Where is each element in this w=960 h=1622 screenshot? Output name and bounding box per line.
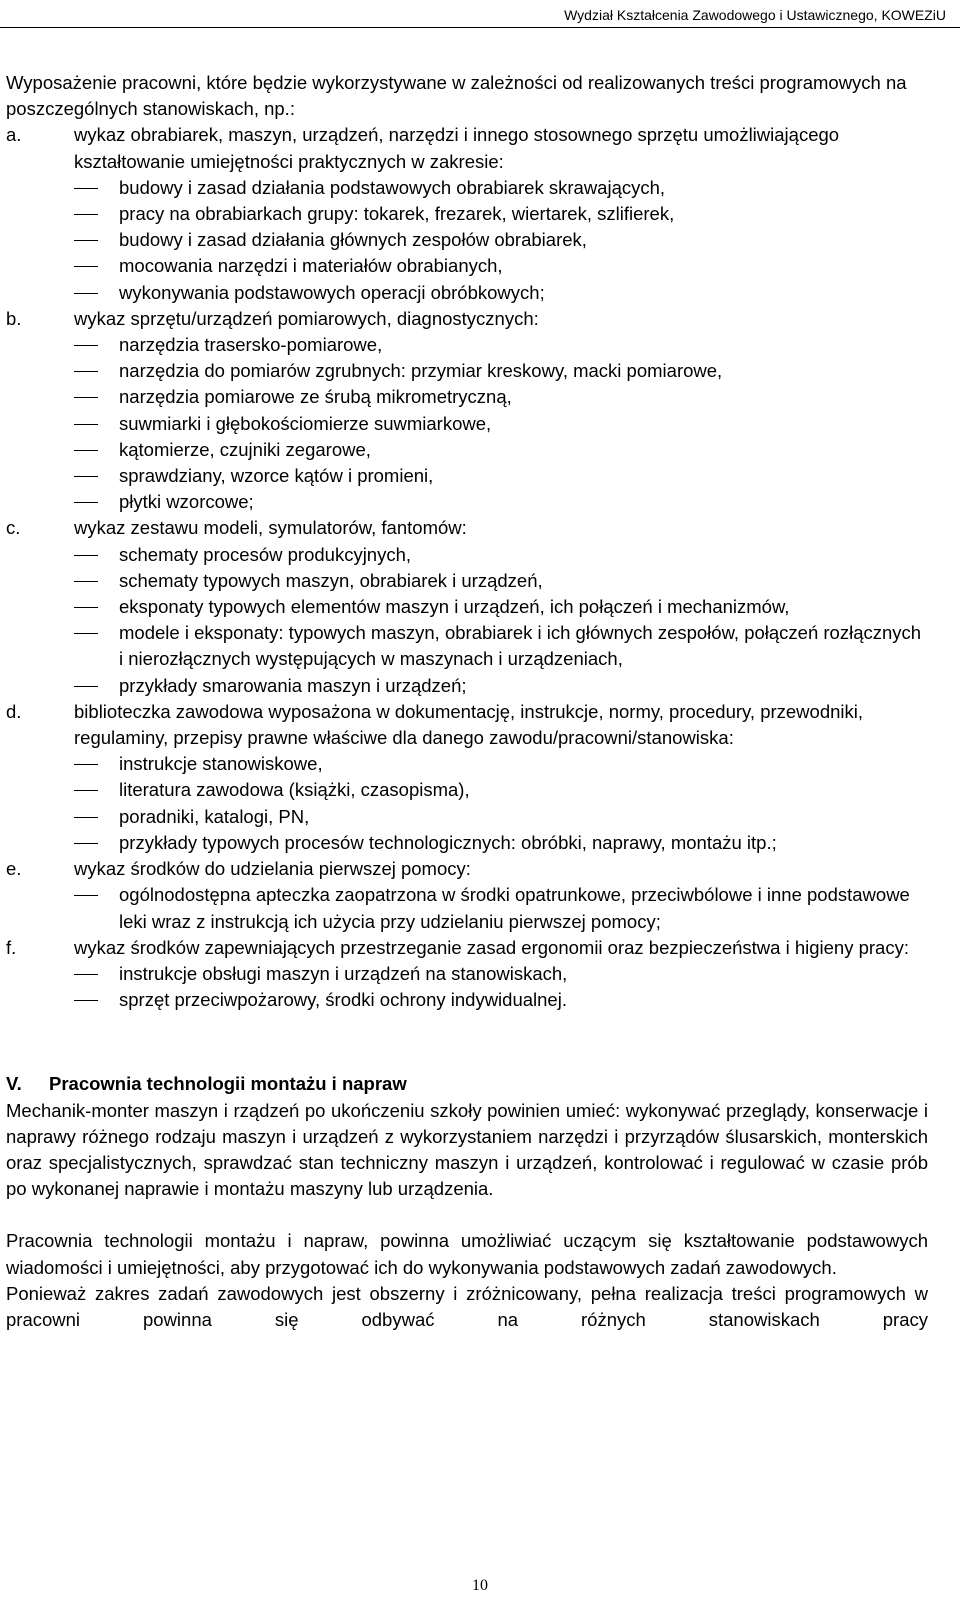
dash-bullet-icon xyxy=(74,411,119,437)
paragraph-gap xyxy=(6,1202,928,1228)
sub-item xyxy=(74,280,928,306)
dash-bullet-icon xyxy=(74,437,119,463)
list-item xyxy=(6,515,928,698)
page-number: 10 xyxy=(472,1577,488,1594)
sub-item xyxy=(74,332,928,358)
sub-item-text: narzędzia do pomiarów zgrubnych: przymiar kreskowy, macki pomiarowe, xyxy=(119,360,723,382)
sub-item xyxy=(74,830,928,856)
running-header: Wydział Kształcenia Zawodowego i Ustawicznego, KOWEZiU xyxy=(564,7,946,23)
sub-item xyxy=(74,777,928,803)
dash-bullet-icon xyxy=(74,987,119,1013)
list-item-body xyxy=(74,699,928,856)
sub-item xyxy=(74,411,928,437)
sub-item-text: wykonywania podstawowych operacji obróbkowych; xyxy=(119,281,545,303)
sub-item-text: sprzęt przeciwpożarowy, środki ochrony indywidualnej. xyxy=(119,989,567,1011)
sub-item xyxy=(74,987,928,1013)
sub-item xyxy=(74,201,928,227)
dash-bullet-icon xyxy=(74,568,119,594)
sub-item-text: ogólnodostępna apteczka zaopatrzona w środki opatrunkowe, przeciwbólowe i inne podstawowe leki wraz z instrukcją ich użycia przy udzielaniu pierwszej pomocy; xyxy=(119,884,910,932)
sub-item-text: instrukcje stanowiskowe, xyxy=(119,753,323,775)
dash-bullet-icon xyxy=(74,830,119,856)
list-item-body xyxy=(74,515,928,698)
equipment-list xyxy=(6,122,928,1013)
sub-item-text: literatura zawodowa (książki, czasopisma), xyxy=(119,779,470,801)
list-item xyxy=(6,699,928,856)
dash-bullet-icon xyxy=(74,620,119,672)
section-number: V. xyxy=(6,1073,22,1095)
dash-bullet-icon xyxy=(74,777,119,803)
sub-item-text: schematy typowych maszyn, obrabiarek i urządzeń, xyxy=(119,569,543,591)
list-item-marker: c. xyxy=(6,517,21,539)
sub-item-text: sprawdziany, wzorce kątów i promieni, xyxy=(119,465,434,487)
sub-item-text: budowy i zasad działania podstawowych obrabiarek skrawających, xyxy=(119,176,666,198)
list-item-body xyxy=(74,122,928,305)
dash-bullet-icon xyxy=(74,673,119,699)
dash-bullet-icon xyxy=(74,804,119,830)
sub-item-text: narzędzia pomiarowe ze śrubą mikrometryczną, xyxy=(119,386,512,408)
list-item-body xyxy=(74,935,928,1014)
sub-item xyxy=(74,594,928,620)
sub-item-text: płytki wzorcowe; xyxy=(119,491,254,513)
dash-bullet-icon xyxy=(74,489,119,515)
section-paragraph-2: Pracownia technologii montażu i napraw, powinna umożliwiać uczącym się kształtowanie podstawowych wiadomości i umiejętności, aby przygotować ich do wykonywania podstawowych zadań zawodowych. xyxy=(6,1230,928,1278)
sub-item xyxy=(74,961,928,987)
list-item-marker: b. xyxy=(6,307,22,329)
sub-item xyxy=(74,620,928,672)
list-item-text: wykaz środków zapewniających przestrzeganie zasad ergonomii oraz bezpieczeństwa i higieny pracy: xyxy=(74,936,909,958)
dash-bullet-icon xyxy=(74,961,119,987)
list-item-body xyxy=(74,306,928,516)
dash-bullet-icon xyxy=(74,332,119,358)
sub-item-text: przykłady smarowania maszyn i urządzeń; xyxy=(119,674,467,696)
list-item-text: wykaz sprzętu/urządzeń pomiarowych, diagnostycznych: xyxy=(74,307,539,329)
sub-item xyxy=(74,804,928,830)
header-rule xyxy=(0,27,960,28)
list-item-text: wykaz obrabiarek, maszyn, urządzeń, narzędzi i innego stosownego sprzętu umożliwiającego kształtowanie umiejętności praktycznych w zakresie: xyxy=(74,124,840,172)
dash-bullet-icon xyxy=(74,384,119,410)
sub-item xyxy=(74,542,928,568)
list-item-marker: d. xyxy=(6,700,22,722)
sub-item xyxy=(74,673,928,699)
page-content xyxy=(6,70,928,1333)
list-item-marker: a. xyxy=(6,124,22,146)
sub-item xyxy=(74,463,928,489)
dash-bullet-icon xyxy=(74,882,119,934)
sub-item-text: eksponaty typowych elementów maszyn i urządzeń, ich połączeń i mechanizmów, xyxy=(119,596,790,618)
list-item xyxy=(6,856,928,935)
dash-bullet-icon xyxy=(74,594,119,620)
section-paragraph-1: Mechanik-monter maszyn i rządzeń po ukończeniu szkoły powinien umieć: wykonywać przeglądy, konserwacje i naprawy różnego rodzaju maszyn i urządzeń z wykorzystaniem narzędzi i przyrządów ślusarskich, monterskich oraz specjalistycznych, sprawdzać stan techniczny maszyn i urządzeń, kontrolować i regulować w czasie prób po wykonanej naprawie i montażu maszyny lub urządzenia. xyxy=(6,1099,928,1200)
section-heading xyxy=(6,1071,928,1097)
sub-item xyxy=(74,489,928,515)
sub-item xyxy=(74,253,928,279)
sub-item xyxy=(74,358,928,384)
sub-item-text: kątomierze, czujniki zegarowe, xyxy=(119,438,371,460)
sub-item-text: mocowania narzędzi i materiałów obrabianych, xyxy=(119,255,503,277)
list-item-marker: f. xyxy=(6,936,17,958)
intro-paragraph: Wyposażenie pracowni, które będzie wykorzystywane w zależności od realizowanych treści programowych na poszczególnych stanowiskach, np.: xyxy=(6,72,907,120)
dash-bullet-icon xyxy=(74,201,119,227)
dash-bullet-icon xyxy=(74,542,119,568)
list-item xyxy=(6,306,928,516)
sub-item-text: modele i eksponaty: typowych maszyn, obrabiarek i ich głównych zespołów, połączeń rozłącznych i nierozłącznych występujących w maszynach i urządzeniach, xyxy=(119,622,922,670)
sub-item-text: suwmiarki i głębokościomierze suwmiarkowe, xyxy=(119,412,492,434)
sub-item xyxy=(74,437,928,463)
list-item-body xyxy=(74,856,928,935)
dash-bullet-icon xyxy=(74,175,119,201)
sub-item-text: przykłady typowych procesów technologicznych: obróbki, naprawy, montażu itp.; xyxy=(119,831,777,853)
dash-bullet-icon xyxy=(74,751,119,777)
sub-item-text: budowy i zasad działania głównych zespołów obrabiarek, xyxy=(119,229,587,251)
list-item-text: biblioteczka zawodowa wyposażona w dokumentację, instrukcje, normy, procedury, przewodniki, regulaminy, przepisy prawne właściwe dla danego zawodu/pracowni/stanowiska: xyxy=(74,700,864,749)
sub-item-text: poradniki, katalogi, PN, xyxy=(119,805,310,827)
list-item-marker: e. xyxy=(6,858,22,880)
sub-item xyxy=(74,175,928,201)
list-item-text: wykaz zestawu modeli, symulatorów, fantomów: xyxy=(74,517,467,539)
section-title: Pracownia technologii montażu i napraw xyxy=(49,1073,407,1095)
sub-item-text: instrukcje obsługi maszyn i urządzeń na stanowiskach, xyxy=(119,962,568,984)
dash-bullet-icon xyxy=(74,280,119,306)
sub-item-text: schematy procesów produkcyjnych, xyxy=(119,543,412,565)
sub-item-text: narzędzia trasersko-pomiarowe, xyxy=(119,334,383,356)
dash-bullet-icon xyxy=(74,227,119,253)
sub-item xyxy=(74,751,928,777)
dash-bullet-icon xyxy=(74,253,119,279)
sub-item xyxy=(74,882,928,934)
list-item-text: wykaz środków do udzielania pierwszej pomocy: xyxy=(74,858,471,880)
dash-bullet-icon xyxy=(74,358,119,384)
sub-item xyxy=(74,227,928,253)
section-paragraph-3: Ponieważ zakres zadań zawodowych jest obszerny i zróżnicowany, pełna realizacja treści programowych w pracowni powinna się odbywać na różnych stanowiskach pracy xyxy=(6,1282,928,1330)
list-item xyxy=(6,122,928,305)
sub-item-text: pracy na obrabiarkach grupy: tokarek, frezarek, wiertarek, szlifierek, xyxy=(119,203,675,225)
dash-bullet-icon xyxy=(74,463,119,489)
list-item xyxy=(6,935,928,1014)
section-gap xyxy=(6,1013,928,1071)
sub-item xyxy=(74,568,928,594)
sub-item xyxy=(74,384,928,410)
